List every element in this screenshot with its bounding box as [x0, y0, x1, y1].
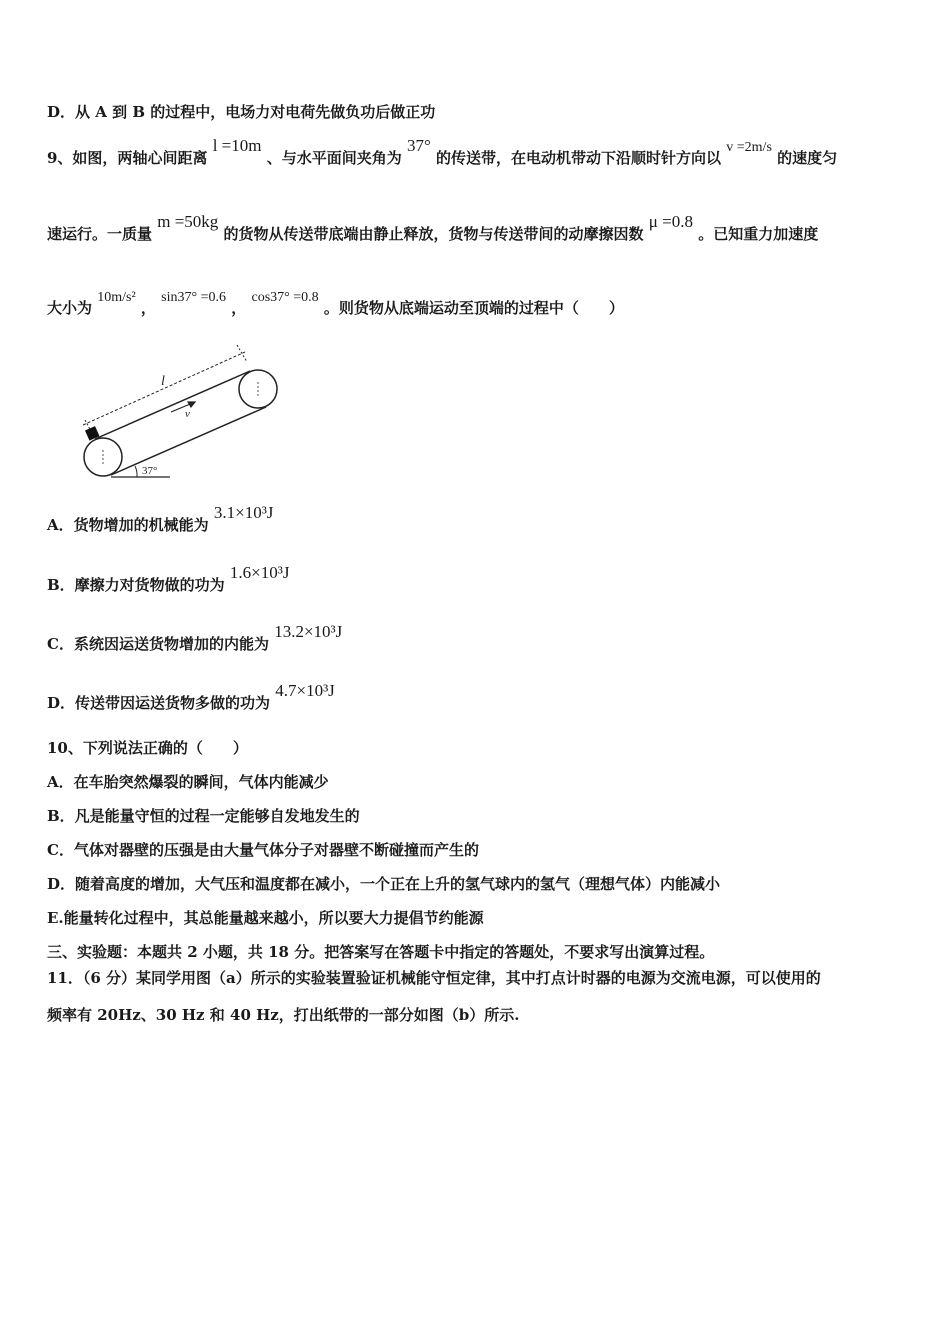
- conveyor-belt-figure: [75, 340, 290, 480]
- q9-text-b: 、与水平面间夹角为: [266, 149, 402, 167]
- q9-text-g: 。已知重力加速度: [698, 225, 819, 243]
- q9-math-mass: m =50kg: [157, 212, 219, 231]
- top-roller: [239, 370, 277, 408]
- question-10: 10、下列说法正确的（ ）: [47, 739, 248, 757]
- q10-option-e[interactable]: E.能量转化过程中，其总能量越来越小，所以要大力提倡节约能源: [47, 909, 484, 927]
- question-9-line-2: [47, 212, 819, 244]
- q9-option-a-value: 3.1×10³J: [213, 503, 274, 522]
- label-angle: 37°: [142, 465, 158, 477]
- q9-text-i: 。则货物从底端运动至顶端的过程中（ ）: [323, 299, 624, 317]
- q9-text-c: 的传送带，在电动机带动下沿顺时针方向以: [436, 149, 722, 167]
- q9-text-f: 的货物从传送带底端由静止释放，货物与传送带间的动摩擦因数: [223, 225, 644, 243]
- q9-option-a[interactable]: A．货物增加的机械能为 3.1×10³J: [47, 503, 274, 534]
- q9-math-cos: cos37° =0.8: [251, 290, 319, 305]
- q9-text-d: 的速度匀: [777, 149, 838, 167]
- q9-option-d-value: 4.7×10³J: [275, 681, 335, 700]
- question-11-line-1: 11．（6 分）某同学用图（a）所示的实验装置验证机械能守恒定律，其中打点计时器的电源为交流电源，可以使用的: [47, 969, 821, 987]
- q9-math-speed: v =2m/s: [726, 140, 772, 155]
- length-dimension: [83, 345, 247, 435]
- q9-text-e: 速运行。一质量: [47, 225, 153, 243]
- q9-option-c[interactable]: C．系统因运送货物增加的内能为 13.2×10³J: [47, 622, 343, 653]
- q10-option-c[interactable]: C．气体对器壁的压强是由大量气体分子对器壁不断碰撞而产生的: [47, 841, 479, 859]
- belt-top: [95, 371, 250, 439]
- q9-math-distance: l =10m: [212, 136, 262, 155]
- question-9-line-3: 大小为 10m/s² ， sin37° =0.6 ， cos37° =0.8 。则货物从底端运动至顶端的过程中（ ）: [47, 290, 624, 317]
- q9-text-a: 9、如图，两轴心间距离: [47, 149, 208, 167]
- q9-math-friction: μ =0.8: [648, 212, 693, 231]
- q10-option-a[interactable]: A．在车胎突然爆裂的瞬间，气体内能减少: [47, 773, 329, 791]
- question-9-line-1: [47, 136, 838, 170]
- q9-option-b-value: 1.6×10³J: [229, 563, 290, 582]
- q10-option-b[interactable]: B．凡是能量守恒的过程一定能够自发地发生的: [47, 807, 360, 825]
- q9-option-c-value: 13.2×10³J: [274, 622, 343, 641]
- section-3-heading: 三、实验题：本题共 2 小题，共 18 分。把答案写在答题卡中指定的答题处，不要求写出演算过程。: [47, 943, 715, 961]
- q9-option-d[interactable]: D．传送带因运送货物多做的功为 4.7×10³J: [47, 681, 335, 712]
- q9-option-b[interactable]: B．摩擦力对货物做的功为 1.6×10³J: [47, 563, 290, 594]
- label-l: l: [161, 374, 165, 389]
- option-d-previous: D．从 A 到 B 的过程中，电场力对电荷先做负功后做正功: [47, 103, 436, 121]
- q10-option-d[interactable]: D．随着高度的增加，大气压和温度都在减小，一个正在上升的氢气球内的氢气（理想气体）内能减小: [47, 875, 721, 893]
- bottom-roller: [84, 438, 122, 476]
- q9-text-h: 大小为: [47, 299, 93, 317]
- q9-math-sin: sin37° =0.6: [161, 290, 227, 305]
- label-v: v: [185, 408, 190, 420]
- q9-math-gravity: 10m/s²: [97, 290, 136, 305]
- question-11-line-2: 频率有 20Hz、30 Hz 和 40 Hz，打出纸带的一部分如图（b）所示.: [47, 1006, 520, 1024]
- q9-math-angle: 37°: [406, 136, 431, 155]
